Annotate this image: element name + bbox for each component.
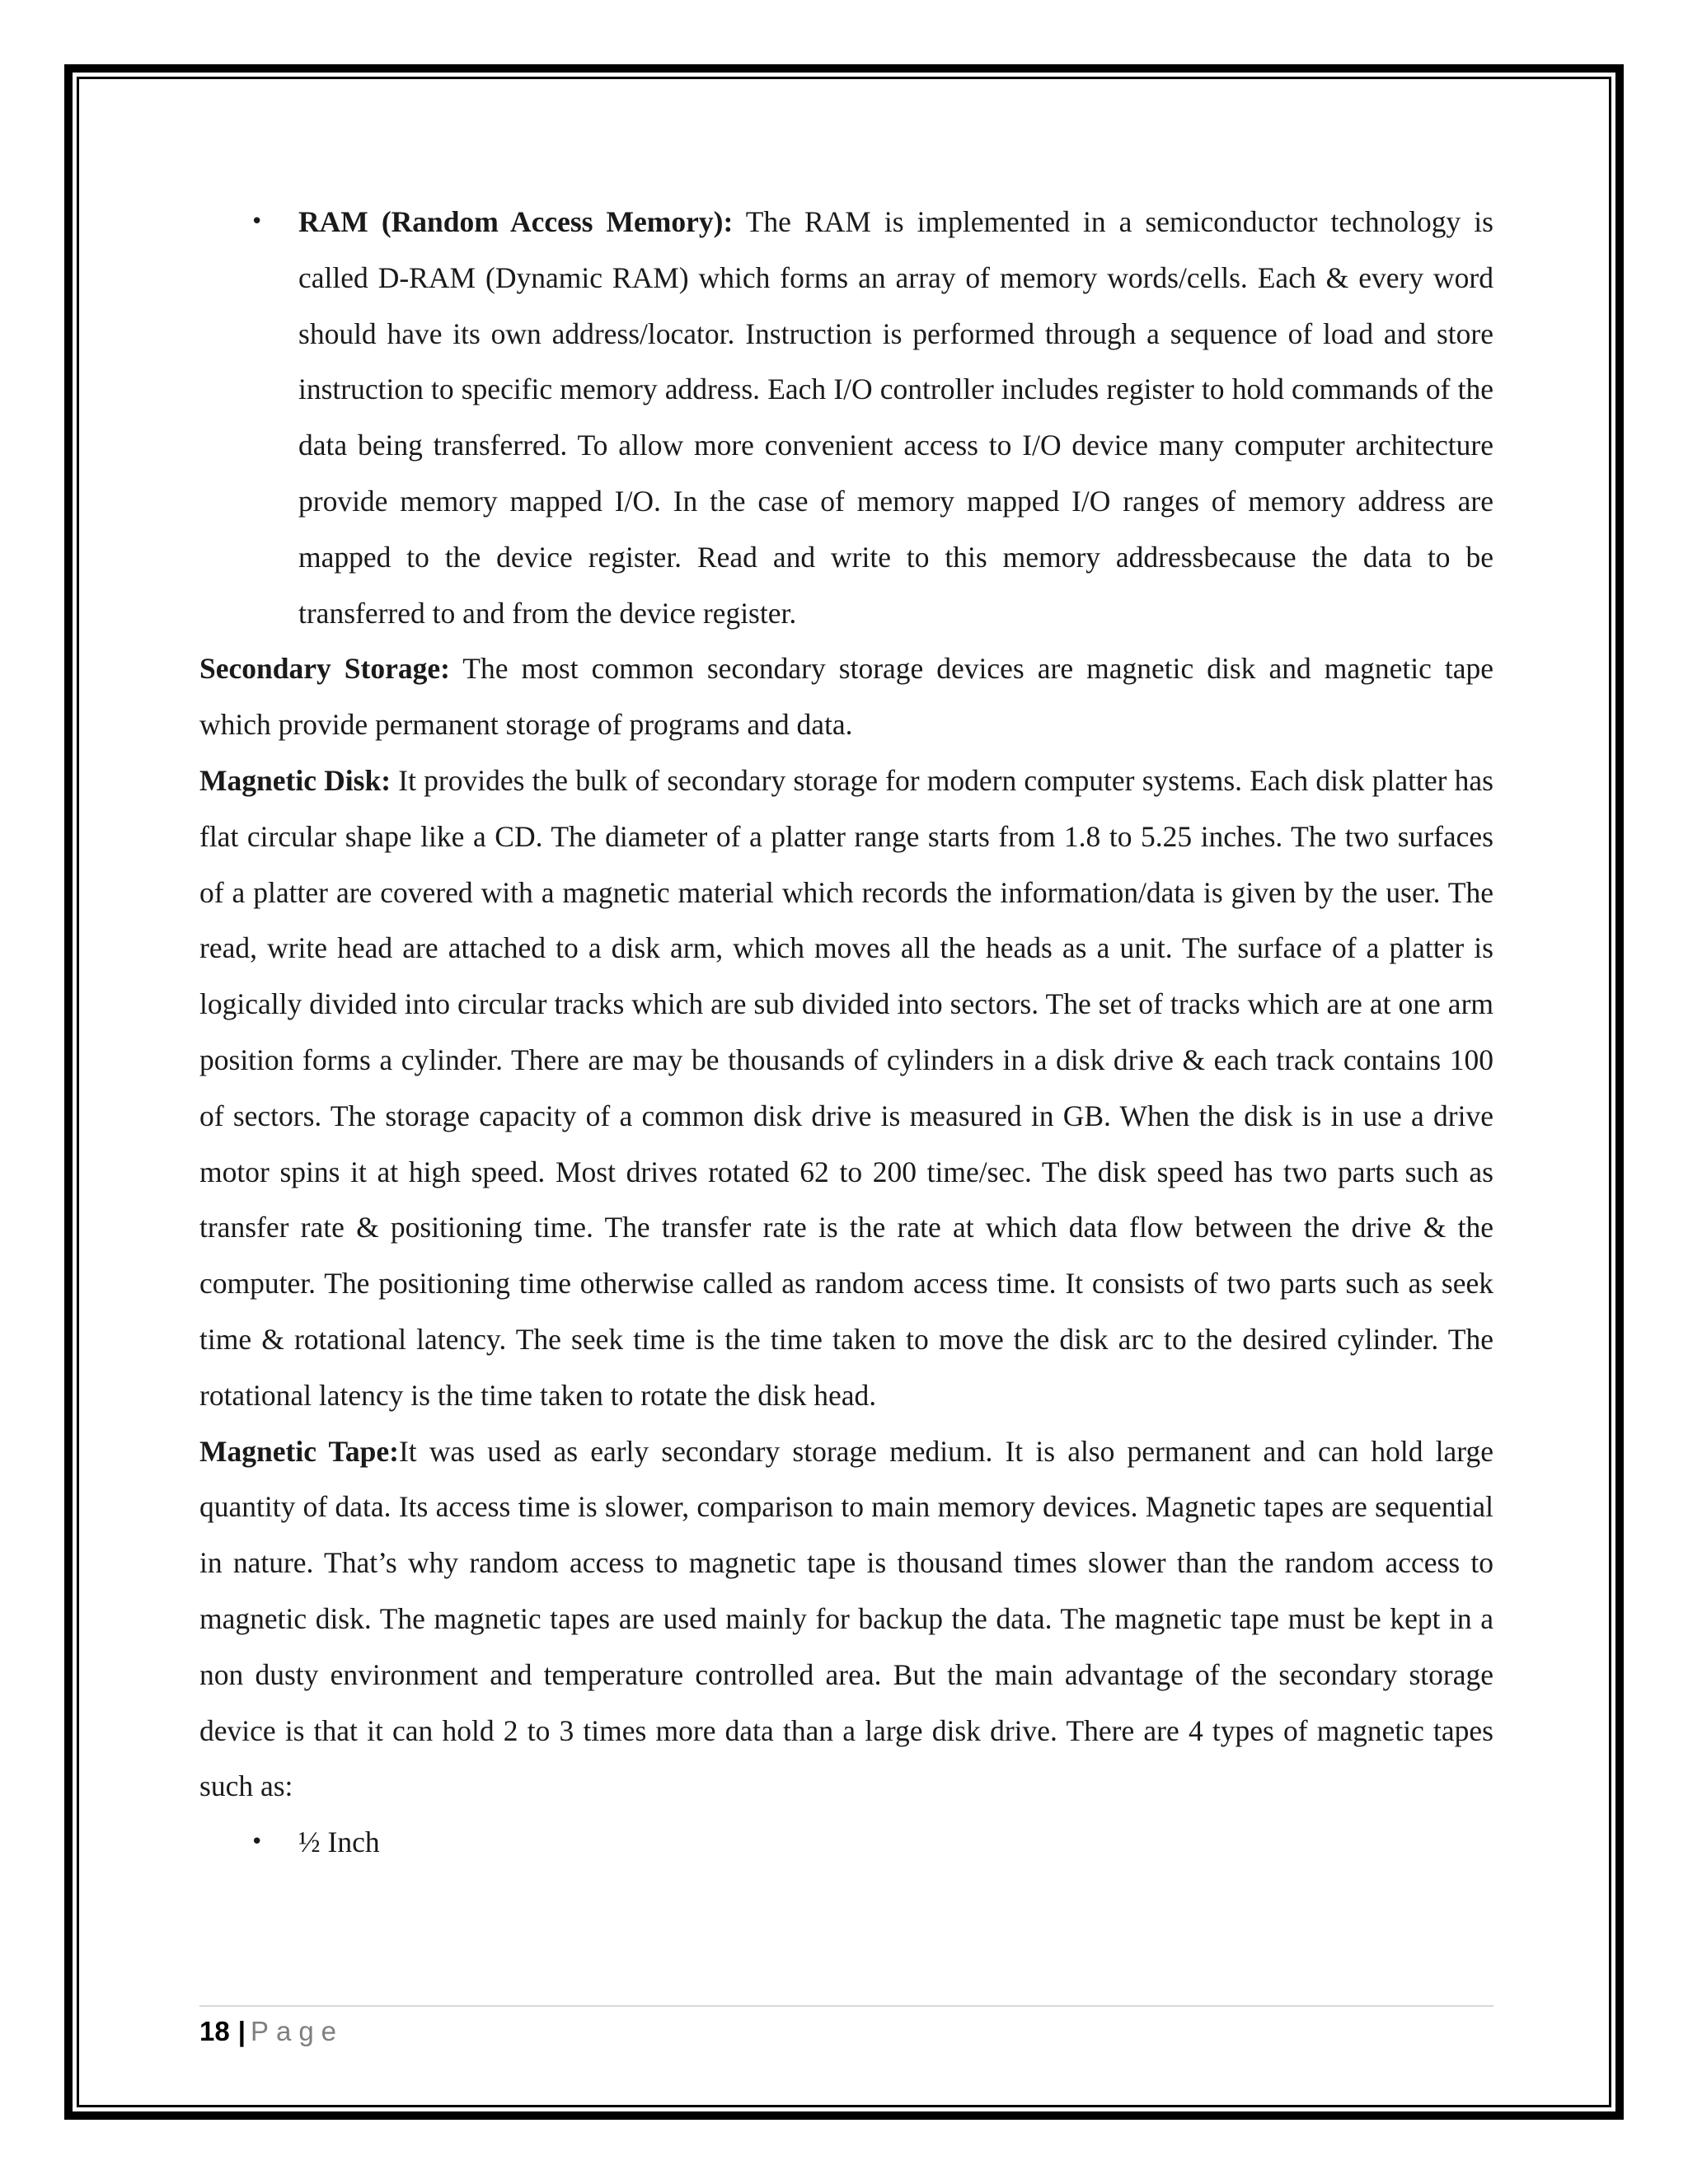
magnetic-disk-text: It provides the bulk of secondary storage for modern computer systems. Each disk platter has flat circular shape like a CD. The diameter of a platter range starts from 1.8 to 5.25 inches. The two surfaces of a platter are covered with a magnetic material which records the information/data is given by the user. The read, write head are attached to a disk arm, which moves all the heads as a unit. The surface of a platter is logically divided into circular tracks which are sub divided into sectors. The set of tracks which are at one arm position forms a cylinder. There are may be thousands of cylinders in a disk drive & each track contains 100 of sectors. The storage capacity of a common disk drive is measured in GB. When the disk is in use a drive motor spins it at high speed. Most drives rotated 62 to 200 time/sec. The disk speed has two parts such as transfer rate & positioning time. The transfer rate is the rate at which data flow between the drive & the computer. The positioning time otherwise called as random access time. It consists of two parts such as seek time & rotational latency. The seek time is the time taken to move the disk arc to the desired cylinder. The rotational latency is the time taken to rotate the disk head. (199, 763, 1493, 1412)
footer-separator: | (237, 2016, 246, 2046)
footer-divider (199, 2005, 1493, 2007)
ram-text: The RAM is implemented in a semiconductor technology is called D-RAM (Dynamic RAM) which forms an array of memory words/cells. Each & every word should have its own address/locator. Instruction is performed through a sequence of load and store instruction to specific memory address. Each I/O controller includes register to hold commands of the data being transferred. To allow more convenient access to I/O device many computer architecture provide memory mapped I/O. In the case of memory mapped I/O ranges of memory address are mapped to the device register. Read and write to this memory addressbecause the data to be transferred to and from the device register. (298, 205, 1493, 630)
tape-type-list-item (199, 1815, 1493, 1871)
secondary-storage-paragraph (199, 641, 1493, 753)
page-footer (199, 2011, 344, 2052)
ram-heading: RAM (Random Access Memory): (298, 205, 734, 238)
tape-type-label: ½ Inch (298, 1825, 380, 1859)
magnetic-disk-paragraph (199, 753, 1493, 1424)
secondary-storage-text: The most common secondary storage devices are magnetic disk and magnetic tape which provide permanent storage of programs and data. (199, 652, 1493, 742)
magnetic-tape-heading: Magnetic Tape: (199, 1434, 399, 1468)
secondary-storage-heading: Secondary Storage: (199, 652, 450, 686)
bullet-icon: • (251, 1830, 264, 1855)
bullet-icon: • (251, 209, 264, 234)
ram-bullet-item (199, 194, 1493, 641)
magnetic-tape-paragraph (199, 1424, 1493, 1816)
page-content (199, 194, 1493, 1871)
magnetic-tape-text: It was used as early secondary storage medium. It is also permanent and can hold large quantity of data. Its access time is slower, comparison to main memory devices. Magnetic tapes are sequential in nature. That’s why random access to magnetic tape is thousand times slower than the random access to magnetic disk. The magnetic tapes are used mainly for backup the data. The magnetic tape must be kept in a non dusty environment and temperature controlled area. But the main advantage of the secondary storage device is that it can hold 2 to 3 times more data than a large disk drive. There are 4 types of magnetic tapes such as: (199, 1434, 1493, 1803)
magnetic-disk-heading: Magnetic Disk: (199, 763, 392, 797)
page-number: 18 (199, 2016, 230, 2046)
footer-page-label: Page (250, 2016, 345, 2046)
